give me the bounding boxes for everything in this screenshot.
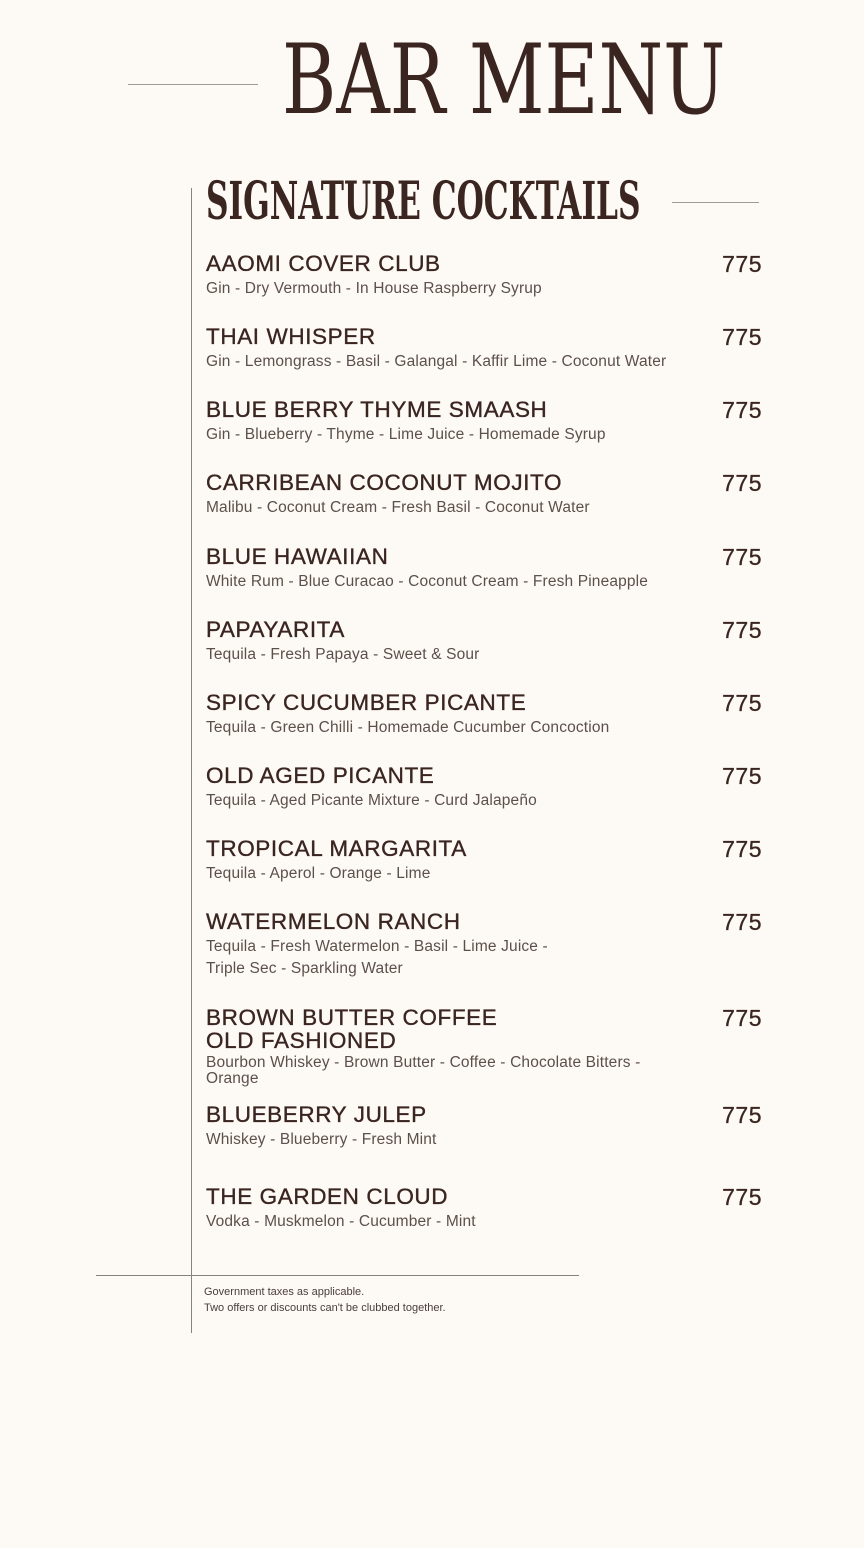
menu-item-brown-butter-coffee-old-fashioned <box>206 1006 762 1087</box>
item-price: 775 <box>722 909 762 935</box>
section-title: SIGNATURE COCKTAILS <box>206 171 641 232</box>
item-name: PAPAYARITA <box>206 617 345 642</box>
section-divider <box>672 202 759 203</box>
item-name: AAOMI COVER CLUB <box>206 251 441 276</box>
menu-item-thai-whisper <box>206 325 762 373</box>
item-price: 775 <box>722 324 762 350</box>
menu-item-carribean-coconut-mojito <box>206 471 762 519</box>
item-description: Tequila - Green Chilli - Homemade Cucumber Concoction <box>206 719 610 736</box>
item-name: WATERMELON RANCH <box>206 909 461 934</box>
item-description: Gin - Blueberry - Thyme - Lime Juice - Homemade Syrup <box>206 426 606 443</box>
menu-item-spicy-cucumber-picante <box>206 691 762 739</box>
vertical-divider <box>191 188 192 1333</box>
item-name: THAI WHISPER <box>206 324 376 349</box>
footer-divider <box>96 1275 579 1276</box>
menu-item-aaomi-cover-club <box>206 252 762 300</box>
item-price: 775 <box>722 470 762 496</box>
item-name: SPICY CUCUMBER PICANTE <box>206 690 527 715</box>
item-description: Gin - Dry Vermouth - In House Raspberry Syrup <box>206 280 542 297</box>
item-price: 775 <box>722 1102 762 1128</box>
item-price: 775 <box>722 836 762 862</box>
footer-offers-note: Two offers or discounts can't be clubbed together. <box>204 1302 446 1314</box>
menu-item-watermelon-ranch <box>206 910 762 980</box>
item-price: 775 <box>722 544 762 570</box>
item-description: Tequila - Fresh Watermelon - Basil - Lime Juice - Triple Sec - Sparkling Water <box>206 938 548 977</box>
item-description: Tequila - Aged Picante Mixture - Curd Jalapeño <box>206 792 537 809</box>
item-name: BLUEBERRY JULEP <box>206 1102 427 1127</box>
menu-item-blueberry-julep <box>206 1103 762 1151</box>
menu-item-blue-berry-thyme-smaash <box>206 398 762 446</box>
footer-tax-note: Government taxes as applicable. <box>204 1286 365 1298</box>
item-price: 775 <box>722 690 762 716</box>
item-name: TROPICAL MARGARITA <box>206 836 467 861</box>
item-price: 775 <box>722 763 762 789</box>
item-description: Tequila - Fresh Papaya - Sweet & Sour <box>206 646 480 663</box>
title-divider <box>128 84 258 85</box>
item-price: 775 <box>722 1005 762 1031</box>
item-name: BLUE BERRY THYME SMAASH <box>206 397 548 422</box>
menu-item-blue-hawaiian <box>206 545 762 593</box>
item-name: BROWN BUTTER COFFEE OLD FASHIONED <box>206 1005 498 1053</box>
item-description: Vodka - Muskmelon - Cucumber - Mint <box>206 1213 476 1230</box>
menu-item-papayarita <box>206 618 762 666</box>
item-description: White Rum - Blue Curacao - Coconut Cream - Fresh Pineapple <box>206 573 649 590</box>
item-name: CARRIBEAN COCONUT MOJITO <box>206 470 563 495</box>
page-title: BAR MENU <box>282 24 726 136</box>
item-description: Tequila - Aperol - Orange - Lime <box>206 865 431 882</box>
item-description: Malibu - Coconut Cream - Fresh Basil - Coconut Water <box>206 499 590 516</box>
item-description: Gin - Lemongrass - Basil - Galangal - Kaffir Lime - Coconut Water <box>206 353 667 370</box>
item-price: 775 <box>722 397 762 423</box>
item-description: Whiskey - Blueberry - Fresh Mint <box>206 1131 437 1148</box>
menu-item-old-aged-picante <box>206 764 762 812</box>
item-price: 775 <box>722 1184 762 1210</box>
menu-item-the-garden-cloud <box>206 1185 762 1233</box>
item-price: 775 <box>722 617 762 643</box>
item-name: OLD AGED PICANTE <box>206 763 435 788</box>
item-price: 775 <box>722 251 762 277</box>
item-name: THE GARDEN CLOUD <box>206 1184 449 1209</box>
item-description: Bourbon Whiskey - Brown Butter - Coffee - Chocolate Bitters - Orange <box>206 1054 641 1087</box>
item-name: BLUE HAWAIIAN <box>206 544 389 569</box>
menu-item-tropical-margarita <box>206 837 762 885</box>
